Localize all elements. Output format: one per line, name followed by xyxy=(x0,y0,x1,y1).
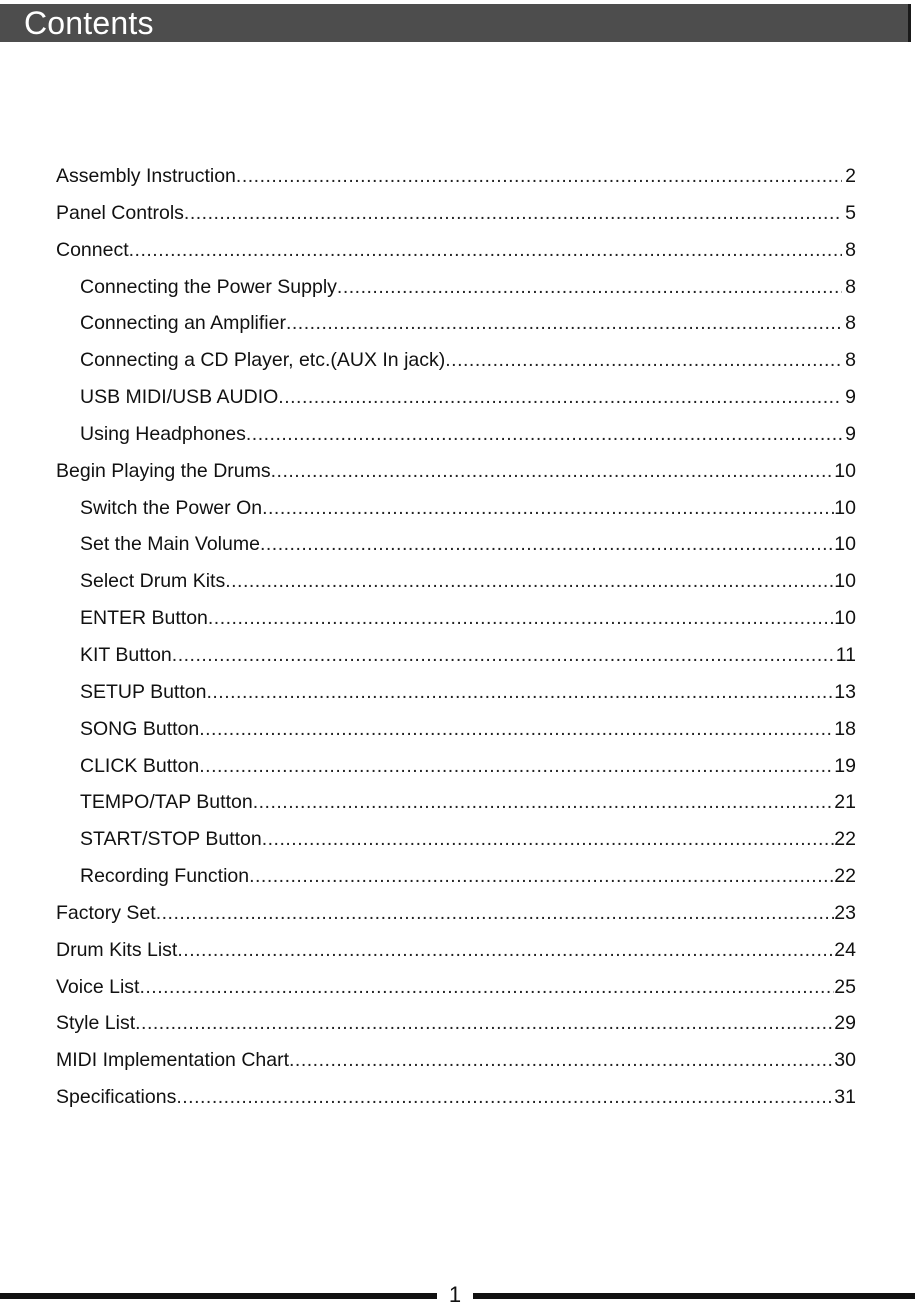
toc-entry-page: 25 xyxy=(834,975,856,998)
toc-entry-using-headphones[interactable] xyxy=(56,416,856,453)
toc-entry-label: Using Headphones xyxy=(80,422,246,445)
toc-dot-leader xyxy=(172,637,836,674)
toc-entry-label: Connecting an Amplifier xyxy=(80,312,286,335)
toc-entry-label: Switch the Power On xyxy=(80,496,263,519)
toc-entry-label: Factory Set xyxy=(56,901,156,924)
toc-entry-kit-button[interactable] xyxy=(56,637,856,674)
toc-entry-page: 8 xyxy=(845,312,856,335)
toc-entry-page: 11 xyxy=(835,643,856,666)
toc-entry-label: SONG Button xyxy=(80,717,200,740)
toc-dot-leader xyxy=(156,895,835,932)
toc-dot-leader xyxy=(176,1079,834,1116)
toc-entry-page: 29 xyxy=(834,1012,856,1035)
toc-entry-label: Recording Function xyxy=(80,865,250,888)
toc-entry-begin-playing[interactable] xyxy=(56,453,856,490)
toc-entry-page: 2 xyxy=(845,165,856,187)
toc-entry-drum-kits-list[interactable] xyxy=(56,932,856,969)
toc-dot-leader xyxy=(271,453,835,490)
toc-entry-page: 21 xyxy=(834,791,856,814)
toc-dot-leader xyxy=(236,158,842,195)
toc-entry-page: 9 xyxy=(845,422,856,445)
toc-dot-leader xyxy=(289,1042,834,1079)
table-of-contents xyxy=(56,158,856,1116)
toc-dot-leader xyxy=(206,674,834,711)
toc-dot-leader xyxy=(337,269,842,306)
toc-dot-leader xyxy=(253,784,835,821)
toc-entry-connecting-amplifier[interactable] xyxy=(56,305,856,342)
toc-entry-label: Style List xyxy=(56,1012,136,1035)
toc-entry-label: Begin Playing the Drums xyxy=(56,459,271,482)
toc-dot-leader xyxy=(246,416,842,453)
toc-entry-label: Connecting a CD Player, etc.(AUX In jack) xyxy=(80,349,446,372)
toc-dot-leader xyxy=(260,526,834,563)
toc-dot-leader xyxy=(225,563,834,600)
toc-entry-page: 30 xyxy=(834,1049,856,1072)
toc-dot-leader xyxy=(278,379,842,416)
toc-entry-label: USB MIDI/USB AUDIO xyxy=(80,386,279,409)
toc-dot-leader xyxy=(129,232,842,269)
toc-entry-select-drum-kits[interactable] xyxy=(56,563,856,600)
toc-entry-page: 23 xyxy=(834,901,856,924)
toc-entry-label: Set the Main Volume xyxy=(80,533,260,556)
footer-rule-left xyxy=(0,1293,437,1299)
toc-dot-leader xyxy=(286,305,842,342)
toc-entry-assembly-instruction[interactable] xyxy=(56,158,856,195)
toc-dot-leader xyxy=(445,342,842,379)
toc-dot-leader xyxy=(262,490,834,527)
toc-entry-voice-list[interactable] xyxy=(56,969,856,1006)
toc-entry-enter-button[interactable] xyxy=(56,600,856,637)
toc-entry-panel-controls[interactable] xyxy=(56,195,856,232)
toc-entry-label: Connecting the Power Supply xyxy=(80,275,337,298)
toc-entry-page: 10 xyxy=(834,496,856,519)
toc-entry-label: KIT Button xyxy=(80,643,172,666)
toc-entry-label: MIDI Implementation Chart xyxy=(56,1049,290,1072)
toc-entry-midi-implementation-chart[interactable] xyxy=(56,1042,856,1079)
toc-entry-connect[interactable] xyxy=(56,232,856,269)
toc-entry-setup-button[interactable] xyxy=(56,674,856,711)
toc-entry-page: 10 xyxy=(834,459,856,482)
toc-dot-leader xyxy=(199,711,834,748)
toc-dot-leader xyxy=(262,821,835,858)
toc-entry-label: SETUP Button xyxy=(80,680,207,703)
toc-entry-page: 10 xyxy=(834,570,856,593)
toc-entry-song-button[interactable] xyxy=(56,711,856,748)
toc-entry-page: 9 xyxy=(845,386,856,409)
toc-dot-leader xyxy=(177,932,834,969)
toc-entry-label: Drum Kits List xyxy=(56,938,178,961)
toc-entry-specifications[interactable] xyxy=(56,1079,856,1116)
toc-entry-label: Specifications xyxy=(56,1086,177,1109)
toc-entry-recording-function[interactable] xyxy=(56,858,856,895)
toc-entry-page: 19 xyxy=(834,754,856,777)
header-bar xyxy=(0,4,911,42)
toc-entry-page: 24 xyxy=(834,938,856,961)
toc-dot-leader xyxy=(208,600,834,637)
toc-entry-page: 22 xyxy=(834,865,856,888)
toc-entry-connecting-power-supply[interactable] xyxy=(56,269,856,306)
toc-entry-start-stop-button[interactable] xyxy=(56,821,856,858)
toc-entry-label: Assembly Instruction xyxy=(56,165,236,187)
toc-entry-style-list[interactable] xyxy=(56,1005,856,1042)
toc-entry-label: CLICK Button xyxy=(80,754,200,777)
toc-entry-label: Connect xyxy=(56,238,129,261)
page-title: Contents xyxy=(24,5,154,41)
toc-entry-page: 8 xyxy=(845,238,856,261)
toc-dot-leader xyxy=(199,748,834,785)
toc-entry-set-main-volume[interactable] xyxy=(56,526,856,563)
toc-entry-page: 5 xyxy=(845,201,856,224)
toc-entry-page: 10 xyxy=(834,607,856,630)
toc-entry-label: START/STOP Button xyxy=(80,828,262,851)
toc-entry-label: Voice List xyxy=(56,975,140,998)
toc-dot-leader xyxy=(184,195,842,232)
toc-entry-page: 31 xyxy=(834,1086,856,1109)
toc-dot-leader xyxy=(249,858,834,895)
footer-rule-right xyxy=(473,1293,915,1299)
toc-entry-connecting-cd-player[interactable] xyxy=(56,342,856,379)
toc-entry-label: Panel Controls xyxy=(56,201,184,224)
toc-entry-page: 18 xyxy=(834,717,856,740)
page-number: 1 xyxy=(448,1282,462,1307)
toc-entry-page: 22 xyxy=(834,828,856,851)
toc-entry-usb-midi-audio[interactable] xyxy=(56,379,856,416)
toc-dot-leader xyxy=(135,1005,834,1042)
toc-entry-factory-set[interactable] xyxy=(56,895,856,932)
toc-entry-tempo-tap-button[interactable] xyxy=(56,784,856,821)
toc-dot-leader xyxy=(139,969,834,1006)
toc-entry-click-button[interactable] xyxy=(56,748,856,785)
toc-entry-label: ENTER Button xyxy=(80,607,208,630)
toc-entry-page: 13 xyxy=(834,680,856,703)
toc-entry-page: 10 xyxy=(834,533,856,556)
toc-entry-label: TEMPO/TAP Button xyxy=(80,791,253,814)
toc-entry-page: 8 xyxy=(845,349,856,372)
toc-entry-page: 8 xyxy=(845,275,856,298)
toc-entry-label: Select Drum Kits xyxy=(80,570,226,593)
toc-entry-switch-power-on[interactable] xyxy=(56,490,856,527)
